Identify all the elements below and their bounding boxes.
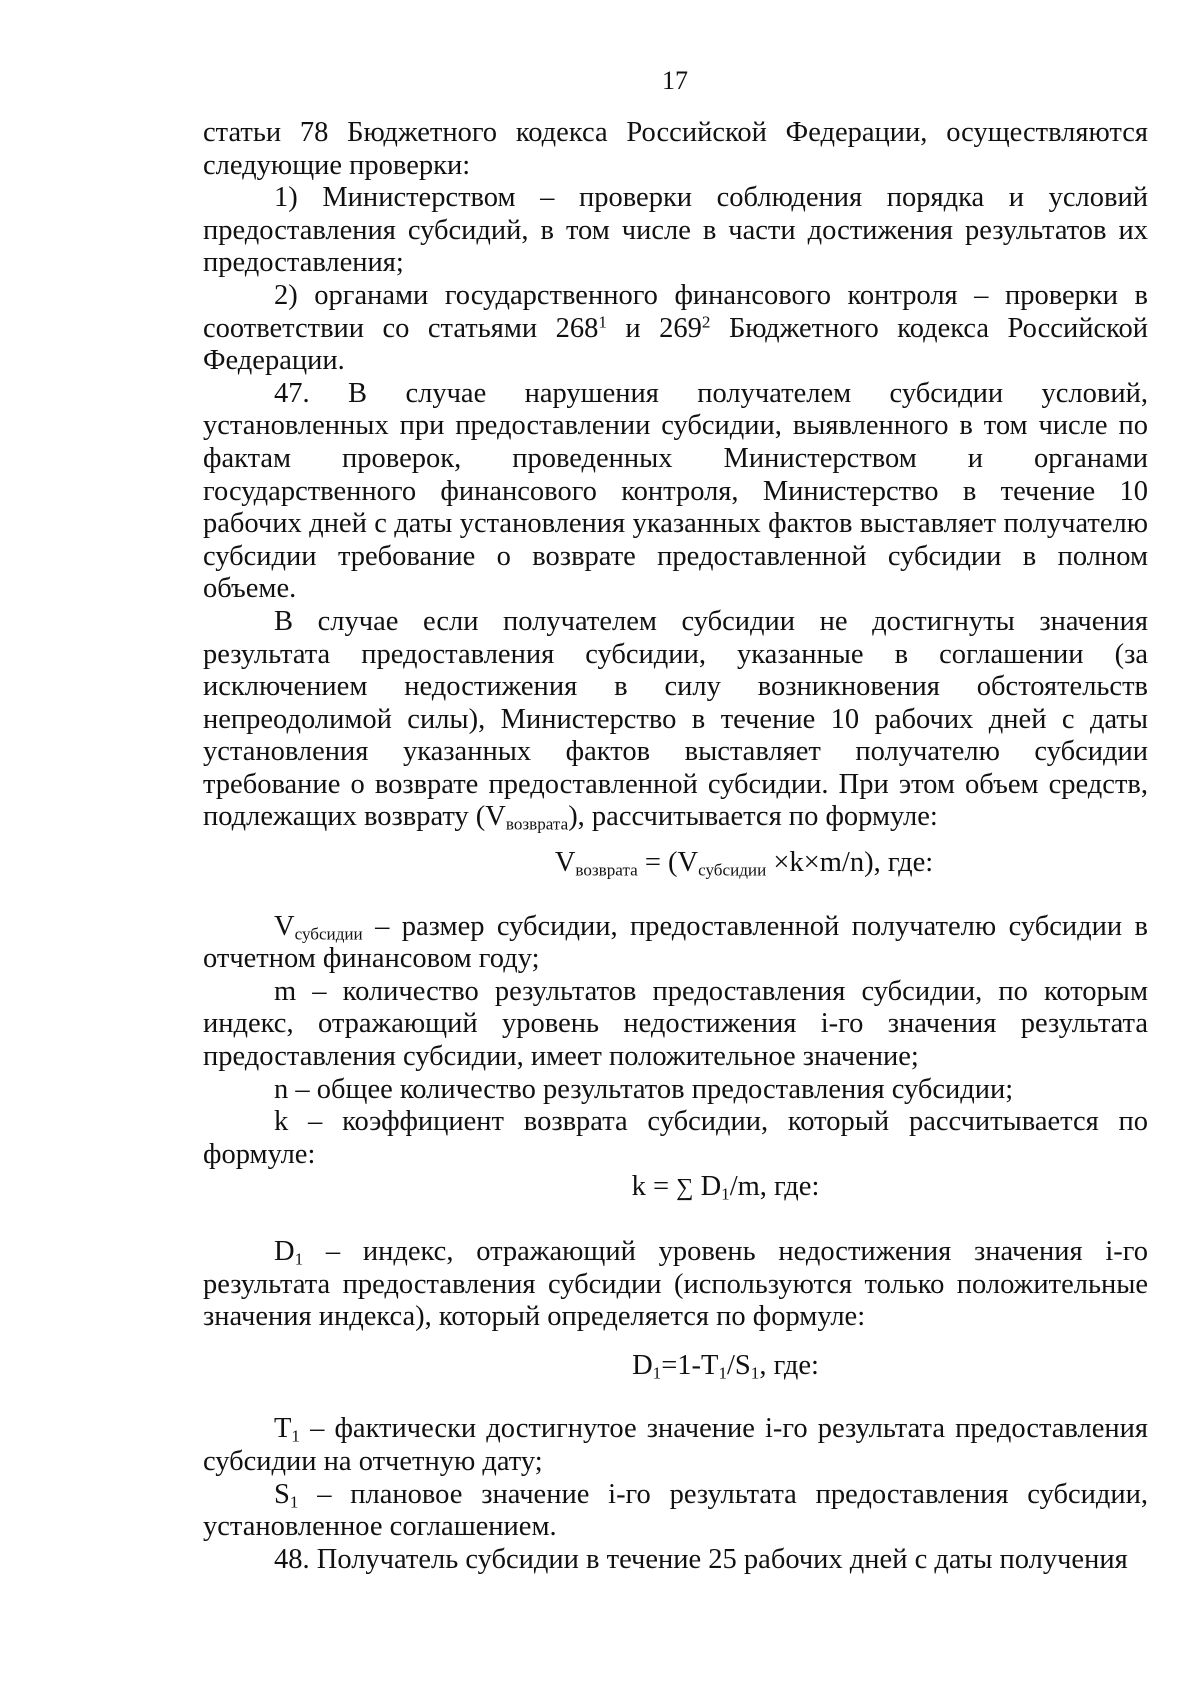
definition-v-subsidy: $V_{субсидии}$ – размер субсидии, предоставленной получателю субсидии в отчетном финансовом году; <box>203 910 1148 975</box>
paragraph-47: 47. В случае нарушения получателем субсидии условий, установленных при предоставлении субсидии, выявленного в том числе по фактам проверок, проведенных Министерством и органами государственного финансового контроля, Министерство в течение 10 рабочих дней с даты установления указанных фактов выставляет получателю субсидии требование о возврате предоставленной субсидии в полном объеме. <box>203 377 1148 605</box>
definition-n: n – общее количество результатов предоставления субсидии; <box>274 1073 1014 1105</box>
page-number: 17 <box>662 66 688 95</box>
formula-refund-volume: $V_{возврата} = (V_{субсидии} \times k\times m/n)$, где: <box>554 847 934 880</box>
formula-d: $D_1=1-T_1/S_1$, где: <box>632 1349 819 1383</box>
paragraph-check-ministry: 1) Министерством – проверки соблюдения порядка и условий предоставления субсидий, в том числе в части достижения результатов их предоставления; <box>203 182 1148 279</box>
article-268-superscript: 1 <box>598 312 607 332</box>
definition-t: $T_1$ – фактически достигнутое значение i-го результата предоставления субсидии на отчетную дату; <box>203 1413 1148 1477</box>
paragraph-refund-volume: В случае если получателем субсидии не достигнуты значения результата предоставления субсидии, указанные в соглашении (за исключением недостижения в силу возникновения обстоятельств непреодолимой силы), Министерство в течение 10 рабочих дней с даты установления указанных фактов выставляет получателю субсидии требование о возврате предоставленной субсидии. При этом объем средств, подлежащих возврату $(V_{возврата})$, рассчитывается по формуле: <box>203 605 1148 834</box>
article-269-superscript: 2 <box>701 312 711 332</box>
paragraph-checks-intro: статьи 78 Бюджетного кодекса Российской Федерации, осуществляются следующие проверки: <box>203 117 1148 181</box>
definition-k: k – коэффициент возврата субсидии, который рассчитывается по формуле: <box>203 1106 1148 1170</box>
definition-s: $S_1$ – плановое значение i-го результата предоставления субсидии, установленное соглашением. <box>203 1478 1148 1543</box>
paragraph-48: 48. Получатель субсидии в течение 25 рабочих дней с даты получения <box>274 1543 1128 1575</box>
formula-k: k = ∑ $D_1/m$, где: <box>631 1171 820 1204</box>
sum-symbol: ∑ <box>676 1174 694 1202</box>
document-body <box>203 117 1148 1576</box>
definition-d: $D_1$ – индекс, отражающий уровень недостижения значения i-го результата предоставления субсидии (используются только положительные значения индекса), который определяется по формуле: <box>203 1236 1148 1333</box>
definition-m: m – количество результатов предоставления субсидии, по которым индекс, отражающий уровень недостижения i-го значения результата предоставления субсидии, имеет положительное значение; <box>203 975 1148 1073</box>
paragraph-check-financial-control: 2) органами государственного финансового контроля – проверки в соответствии со статьями $268^1$ и $269^2$ Бюджетного кодекса Российской Федерации. <box>203 279 1148 377</box>
